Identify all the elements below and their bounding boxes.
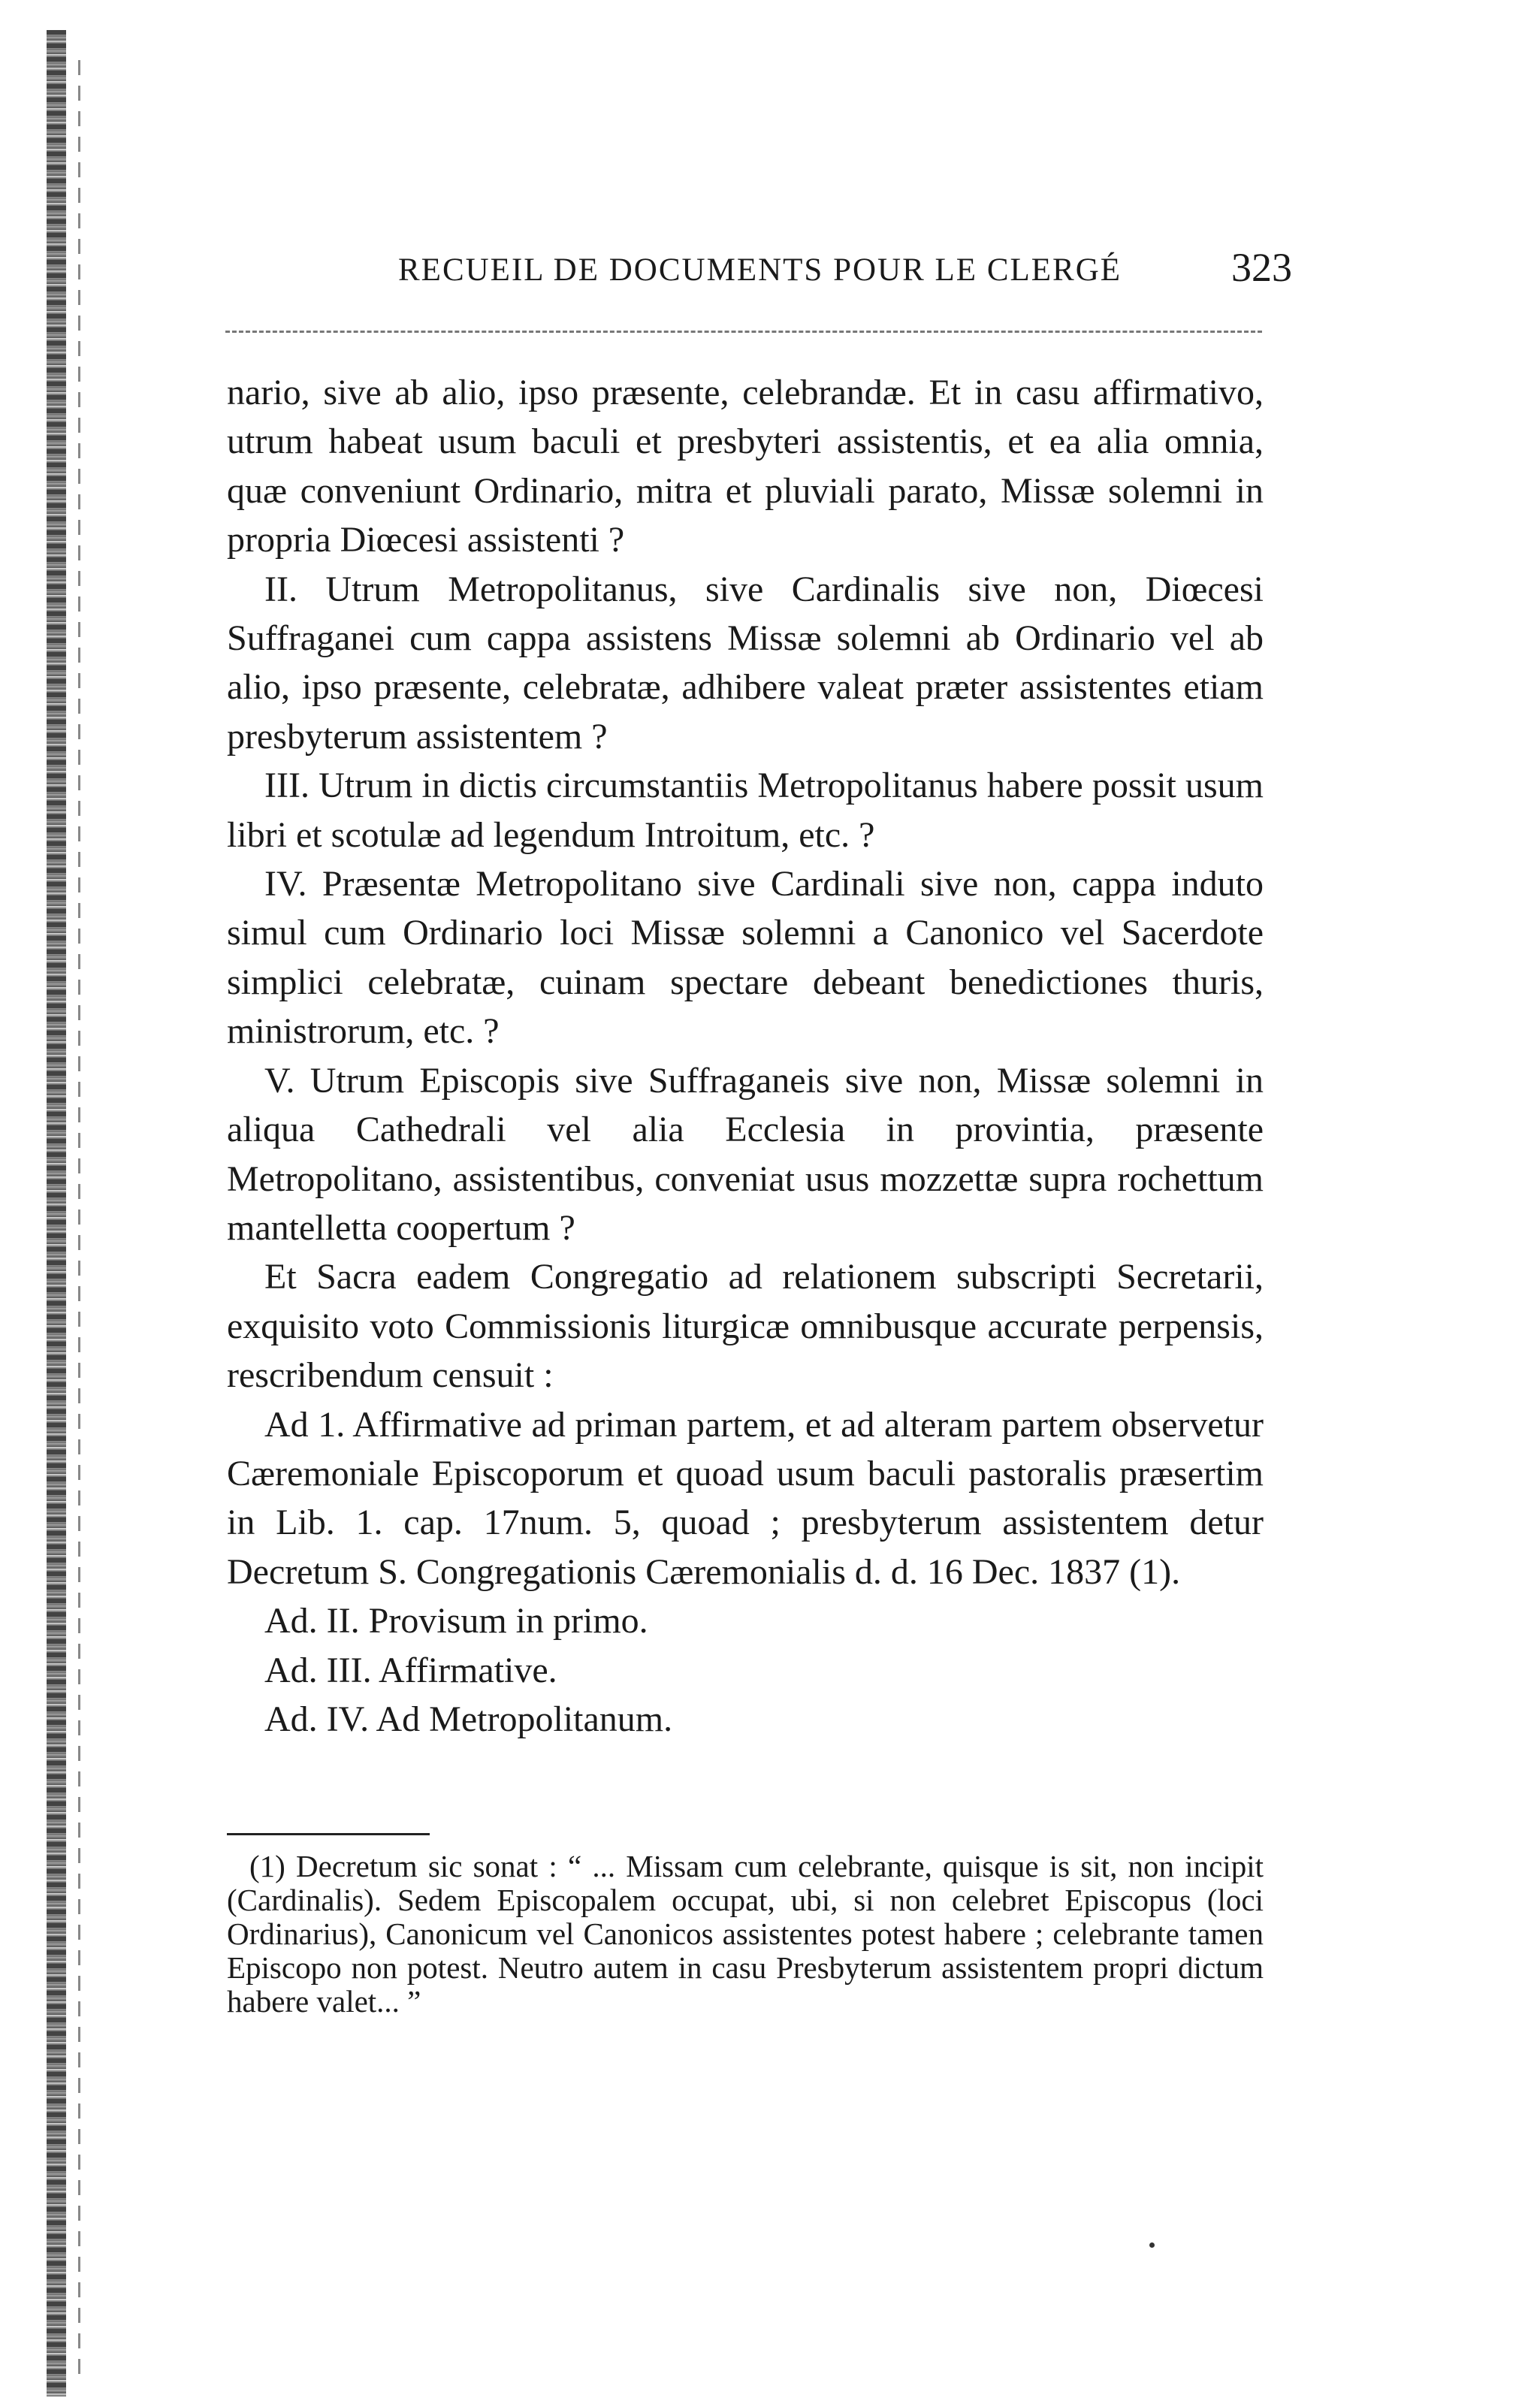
scan-speck xyxy=(1149,2242,1155,2248)
answer-3: Ad. III. Affirmative. xyxy=(264,1650,557,1690)
scan-gutter-line xyxy=(78,60,80,2374)
answer-4: Ad. IV. Ad Metropolitanum. xyxy=(264,1699,673,1739)
footnote-text: (1) Decretum sic sonat : “ ... Missam cum celebrante, quisque is sit, non incipit (Cardinalis). Sedem Episcopalem occupat, ubi, si non celebret Episcopus (loci Ordinarius), Canonicum vel Canonicos assistentes potest habere ; celebrante tamen Episcopo non potest. Neutro autem in casu Presbyterum assistentem propri dictum habere valet... ” xyxy=(227,1849,1264,2019)
answer-2: Ad. II. Provisum in primo. xyxy=(264,1601,648,1641)
running-head: RECUEIL DE DOCUMENTS POUR LE CLERGÉ xyxy=(398,252,1122,288)
main-text xyxy=(227,368,1264,1744)
question-ii: II. Utrum Metropolitanus, sive Cardinalis sive non, Diœcesi Suffraganei cum cappa assistens Missæ solemni ab Ordinario vel ab alio, ipso præsente, celebratæ, adhibere valeat præter assistentes etiam presbyterum assistentem ? xyxy=(227,569,1264,757)
question-iv: IV. Præsentæ Metropolitano sive Cardinali sive non, cappa induto simul cum Ordinario loci Missæ solemni a Canonico vel Sacerdote simplici celebratæ, cuinam spectare debeant benedictiones thuris, ministrorum, etc. ? xyxy=(227,864,1264,1052)
question-v: V. Utrum Episcopis sive Suffraganeis sive non, Missæ solemni in aliqua Cathedrali vel alia Ecclesia in provintia, præsente Metropolitano, assistentibus, conveniat usus mozzettæ supra rochettum mantelletta coopertum ? xyxy=(227,1060,1264,1248)
answer-1: Ad 1. Affirmative ad priman partem, et ad alteram partem observetur Cæremoniale Episcoporum et quoad usum baculi pastoralis præsertim in Lib. 1. cap. 17num. 5, quoad ; presbyterum assistentem detur Decretum S. Congregationis Cæremonialis d. d. 16 Dec. 1837 (1). xyxy=(227,1404,1264,1592)
footnote xyxy=(227,1850,1264,2019)
question-iii: III. Utrum in dictis circumstantiis Metropolitanus habere possit usum libri et scotulæ ad legendum Introitum, etc. ? xyxy=(227,766,1264,855)
scan-gutter-edge xyxy=(47,30,66,2396)
paragraph-continuation: nario, sive ab alio, ipso præsente, celebrandæ. Et in casu affirmativo, utrum habeat usum baculi et presbyteri assistentis, et ea alia omnia, quæ conveniunt Ordinario, mitra et pluviali parato, Missæ solemni in propria Diœcesi assistenti ? xyxy=(227,373,1264,560)
footnote-rule xyxy=(227,1833,430,1835)
page-number: 323 xyxy=(1231,245,1292,290)
header-rule xyxy=(225,331,1262,333)
decision-intro: Et Sacra eadem Congregatio ad relationem subscripti Secretarii, exquisito voto Commissionis liturgicæ omnibusque accurate perpensis, rescribendum censuit : xyxy=(227,1257,1264,1396)
page-header xyxy=(225,245,1427,304)
